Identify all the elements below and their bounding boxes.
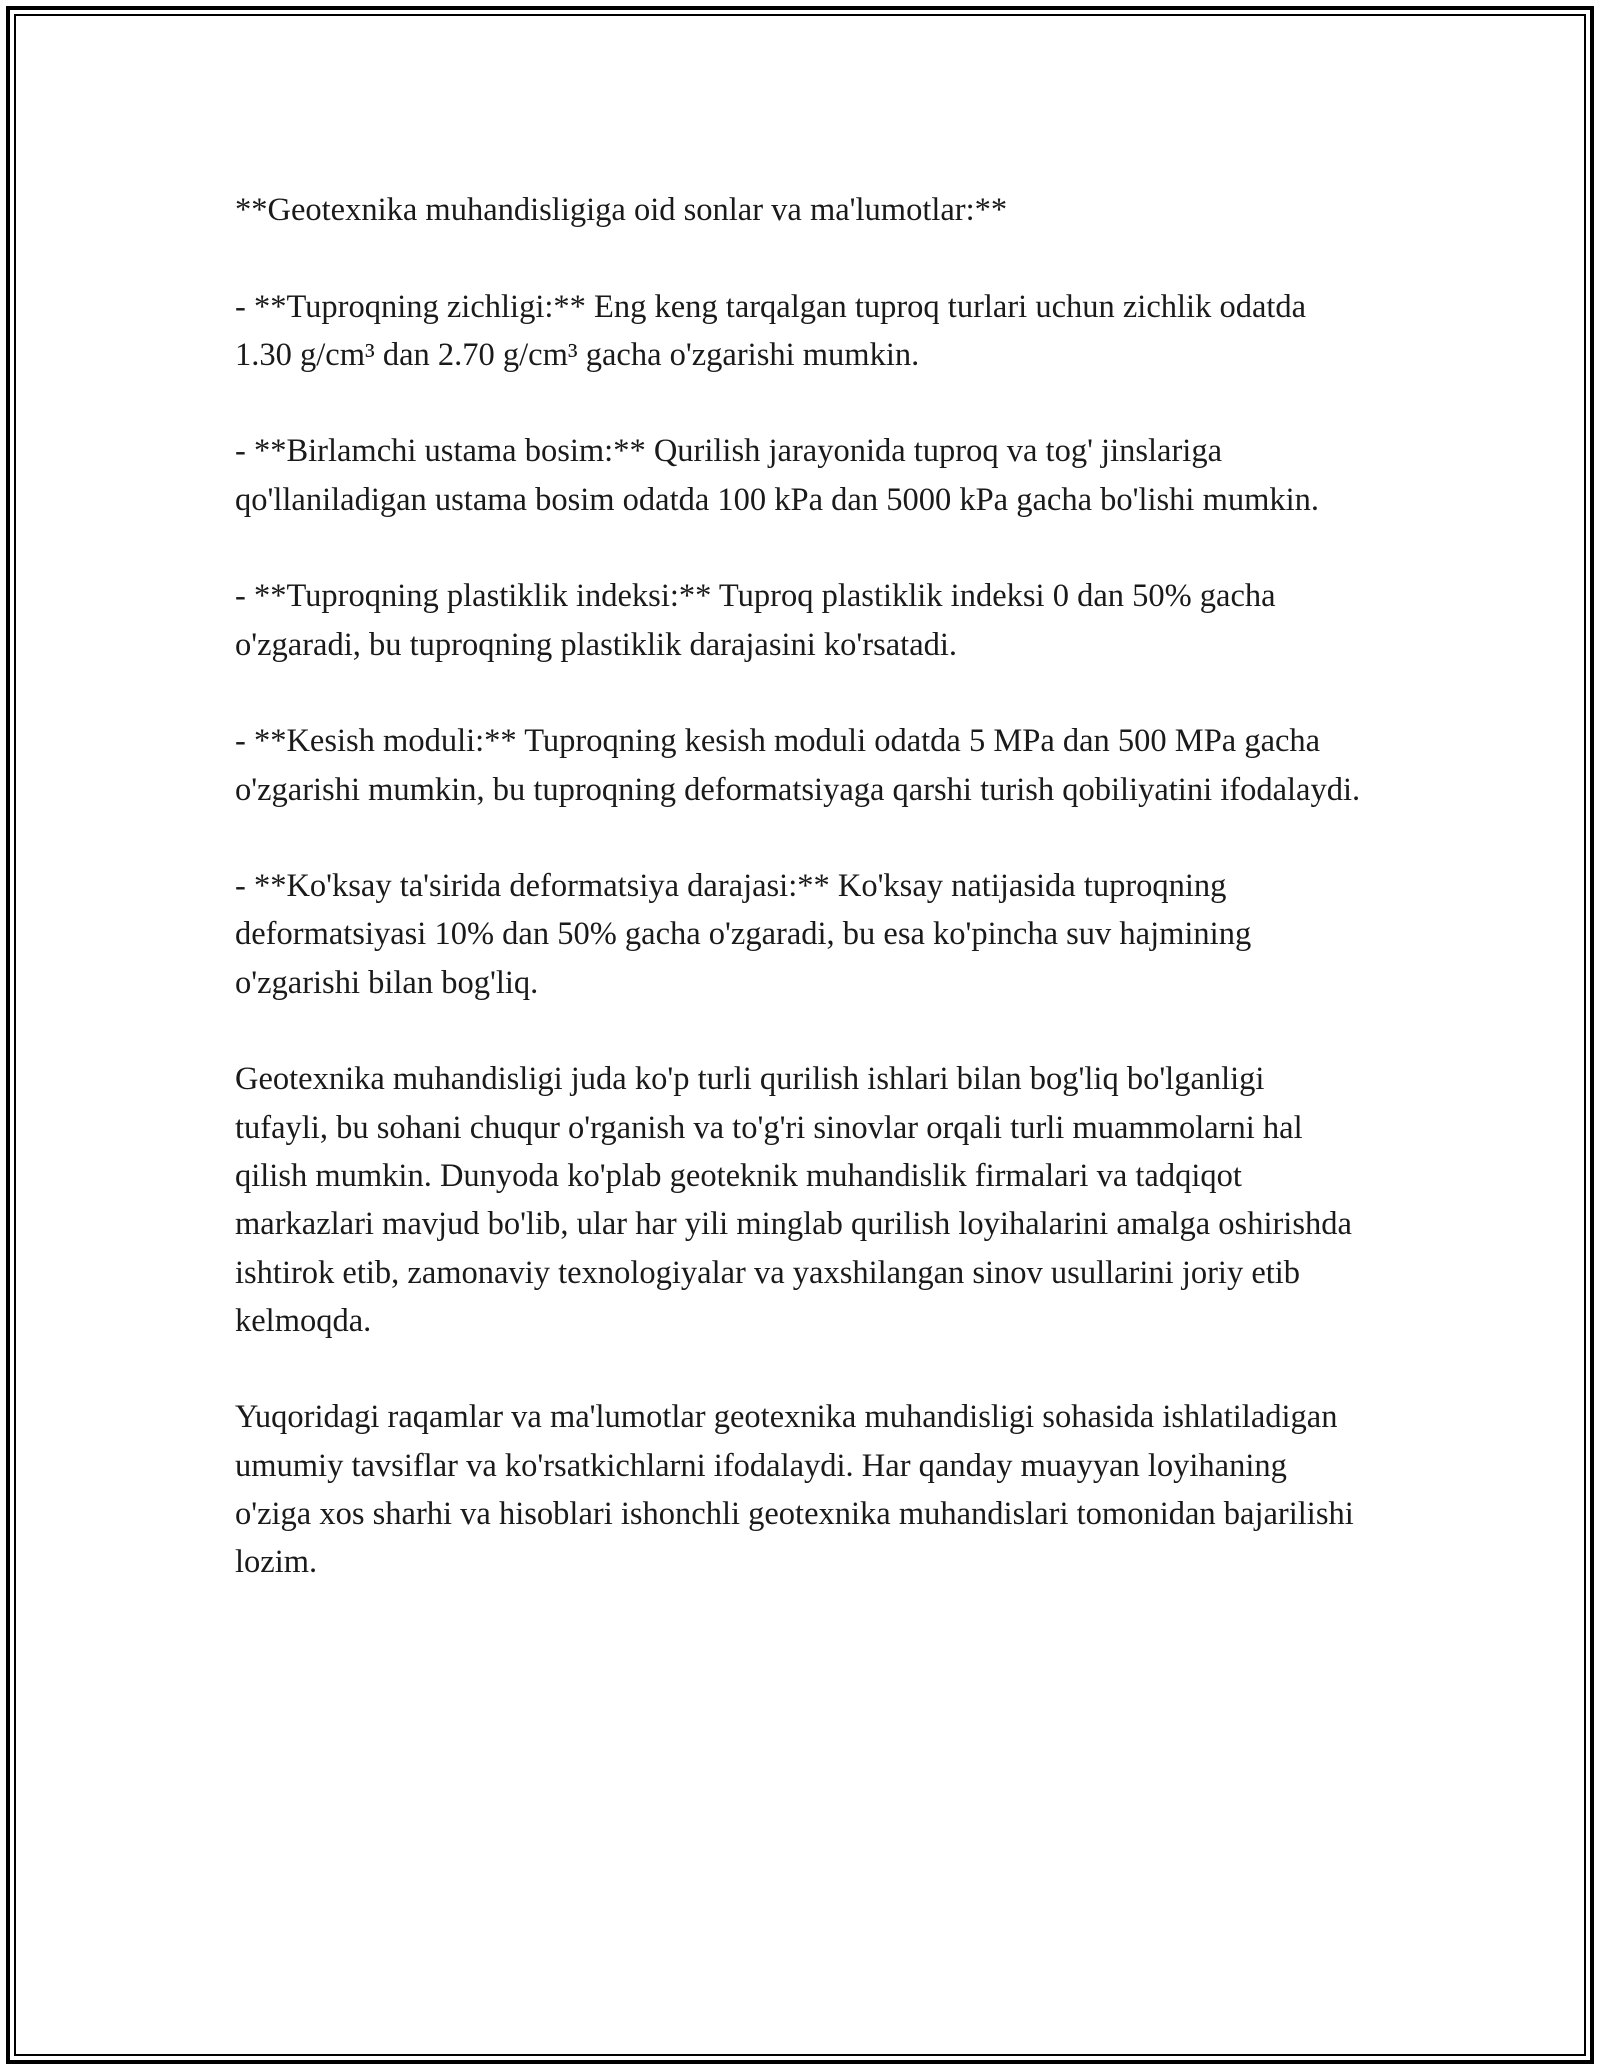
body-paragraph-2: Yuqoridagi raqamlar va ma'lumotlar geotexnika muhandisligi sohasida ishlatiladigan umumiy tavsiflar va ko'rsatkichlarni ifodalaydi. Har qanday muayyan loyihaning o'ziga xos sharhi va hisoblari ishonchli geotexnika muhandislari tomonidan bajarilishi lozim. bbox=[235, 1399, 1354, 1581]
list-item-overburden-pressure: - **Birlamchi ustama bosim:** Qurilish jarayonida tuproq va tog' jinslariga qo'llaniladigan ustama bosim odatda 100 kPa dan 5000 kPa gacha bo'lishi mumkin. bbox=[235, 433, 1320, 518]
list-item-shear-modulus: - **Kesish moduli:** Tuproqning kesish moduli odatda 5 MPa dan 500 MPa gacha o'zgarishi mumkin, bu tuproqning deformatsiyaga qarshi turish qobiliyatini ifodalaydi. bbox=[235, 723, 1361, 808]
body-paragraph-1: Geotexnika muhandisligi juda ko'p turli qurilish ishlari bilan bog'liq bo'lganligi tufayli, bu sohani chuqur o'rganish va to'g'ri sinovlar orqali turli muammolarni hal qilish mumkin. Dunyoda ko'plab geoteknik muhandislik firmalari va tadqiqot markazlari mavjud bo'lib, ular har yili minglab qurilish loyihalarini amalga oshirishda ishtirok etib, zamonaviy texnologiyalar va yaxshilangan sinov usullarini joriy etib kelmoqda. bbox=[235, 1061, 1352, 1339]
list-item-swelling-deformation: - **Ko'ksay ta'sirida deformatsiya darajasi:** Ko'ksay natijasida tuproqning deformatsiyasi 10% dan 50% gacha o'zgaradi, bu esa ko'pincha suv hajmining o'zgarishi bilan bog'liq. bbox=[235, 868, 1252, 1001]
document-heading: **Geotexnika muhandisligiga oid sonlar va ma'lumotlar:** bbox=[235, 192, 1008, 228]
document-body bbox=[235, 186, 1365, 1587]
list-item-plasticity-index: - **Tuproqning plastiklik indeksi:** Tuproq plastiklik indeksi 0 dan 50% gacha o'zgaradi, bu tuproqning plastiklik darajasini ko'rsatadi. bbox=[235, 578, 1276, 663]
list-item-soil-density: - **Tuproqning zichligi:** Eng keng tarqalgan tuproq turlari uchun zichlik odatda 1.30 g/cm³ dan 2.70 g/cm³ gacha o'zgarishi mumkin. bbox=[235, 288, 1307, 373]
